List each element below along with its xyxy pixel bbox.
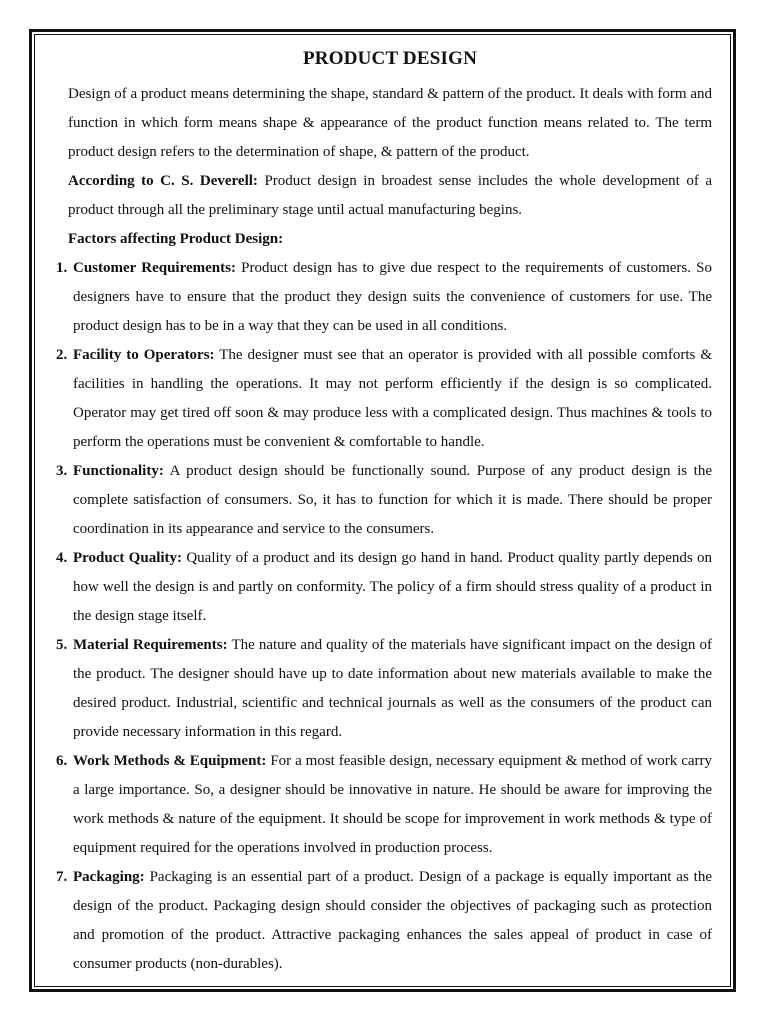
factor-number: 2.: [56, 347, 68, 363]
factors-heading: Factors affecting Product Design:: [68, 231, 284, 247]
factor-text: Packaging is an essential part of a product. Design of a package is equally important as the design of the product. Packaging design should consider the objectives of packaging such as protection and promotion of the product. Attractive packaging enhances the sales appeal of product in case of consumer products (non-durables).: [73, 869, 713, 972]
factor-text: The designer must see that an operator is provided with all possible comforts & facilities in handling the operations. It may not perform efficiently if the design is so complicated. Operator may get tired off soon & may produce less with a complicated design. Thus machines & tools to perform the operations must be convenient & comfortable to handle.: [73, 347, 713, 450]
document-title: PRODUCT DESIGN: [302, 48, 477, 69]
quote-text: Product design in broadest sense includes the whole development of a product through all the preliminary stage until actual manufacturing begins.: [68, 173, 712, 218]
factor-term: Customer Requirements:: [73, 260, 236, 276]
factor-item: [56, 254, 712, 341]
quote-author: According to C. S. Deverell:: [68, 173, 258, 189]
factor-term: Facility to Operators:: [73, 347, 215, 363]
factor-item: [56, 863, 713, 979]
factor-number: 4.: [56, 550, 68, 566]
intro-paragraph: Design of a product means determining the shape, standard & pattern of the product. It deals with form and function in which form means shape & appearance of the product function means related to. The term product design refers to the determination of shape, & pattern of the product.: [68, 86, 712, 160]
factor-number: 5.: [56, 637, 68, 653]
factor-number: 6.: [56, 753, 68, 769]
factor-item: [56, 457, 712, 544]
factor-item: [56, 631, 712, 747]
factor-term: Functionality:: [73, 463, 164, 479]
factor-number: 7.: [56, 869, 68, 885]
factors-list: [56, 254, 713, 979]
factor-term: Work Methods & Equipment:: [73, 753, 267, 769]
factor-term: Packaging:: [73, 869, 145, 885]
factor-term: Product Quality:: [73, 550, 183, 566]
factor-text: The nature and quality of the materials have significant impact on the design of the product. The designer should have up to date information about new materials available to make the desired product. Industrial, scientific and technical journals as well as the consumers of the product can provide necessary information in this regard.: [73, 637, 712, 740]
factor-number: 3.: [56, 463, 68, 479]
factor-item: [56, 341, 713, 457]
factor-text: For a most feasible design, necessary equipment & method of work carry a large importance. So, a designer should be innovative in nature. He should be aware for improving the work methods & nature of the equipment. It should be scope for improvement in work methods & type of equipment required for the operations involved in production process.: [73, 753, 712, 856]
document-body: [56, 47, 713, 979]
quote-paragraph: [68, 167, 712, 225]
factor-item: [56, 747, 712, 863]
factor-term: Material Requirements:: [73, 637, 228, 653]
factor-text: Product design has to give due respect to the requirements of customers. So designers have to ensure that the product they design suits the convenience of customers for use. The product design has to be in a way that they can be used in all conditions.: [73, 260, 712, 334]
factor-text: A product design should be functionally sound. Purpose of any product design is the complete satisfaction of consumers. So, it has to function for which it is made. There should be proper coordination in its appearance and service to the consumers.: [73, 463, 712, 537]
factor-number: 1.: [56, 260, 68, 276]
factor-text: Quality of a product and its design go hand in hand. Product quality partly depends on how well the design is and partly on conformity. The policy of a firm should stress quality of a product in the design stage itself.: [73, 550, 713, 624]
factor-item: [56, 544, 713, 631]
